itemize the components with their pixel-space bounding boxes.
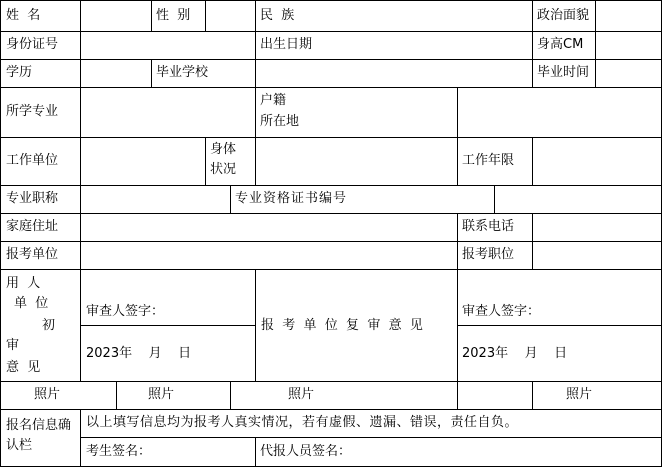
reviewer-signature-left: 审查人签字： — [86, 304, 165, 319]
grid-line — [457, 381, 458, 409]
review-date-right: 2023年 月 日 — [462, 346, 568, 361]
grid-line — [0, 0, 662, 1]
certificate-number-label: 专业资格证书编号 — [235, 191, 348, 206]
candidate-signature-label: 考生签名： — [86, 444, 152, 459]
employer-opinion-label-l4: 审 — [6, 338, 20, 353]
home-address-label: 家庭住址 — [6, 219, 59, 234]
grid-line — [230, 381, 231, 409]
grid-line — [457, 325, 662, 326]
professional-title-label: 专业职称 — [6, 191, 59, 206]
gender-label: 性 别 — [156, 8, 191, 23]
confirm-label-line1: 报名信息确 — [6, 418, 72, 433]
grid-line — [0, 59, 662, 60]
ethnicity-label: 民 族 — [260, 8, 295, 23]
school-label: 毕业学校 — [156, 65, 209, 80]
employer-opinion-label-l1: 用 人 — [6, 276, 41, 291]
work-years-label: 工作年限 — [462, 153, 515, 168]
photo-label-4: 照片 — [566, 387, 593, 402]
grid-line — [0, 185, 662, 186]
grid-line — [80, 437, 662, 438]
height-label: 身高CM — [537, 37, 584, 52]
grid-line — [230, 185, 231, 213]
grid-line — [532, 0, 533, 87]
apply-post-label: 报考职位 — [462, 247, 515, 262]
graduation-time-label: 毕业时间 — [537, 65, 590, 80]
employer-opinion-label-l5: 意 见 — [6, 360, 41, 375]
grid-line — [0, 31, 662, 32]
grid-line — [0, 87, 662, 88]
grid-line — [0, 241, 662, 242]
hukou-label-line2: 所在地 — [260, 114, 300, 129]
health-label-line2: 状况 — [210, 162, 237, 177]
birth-date-label: 出生日期 — [260, 37, 313, 52]
grid-line — [116, 381, 117, 409]
id-number-label: 身份证号 — [6, 37, 59, 52]
political-status-label: 政治面貌 — [537, 8, 590, 23]
grid-line — [0, 137, 662, 138]
grid-line — [0, 213, 662, 214]
confirm-statement: 以上填写信息均为报考人真实情况，若有虚假、遗漏、错误，责任自负。 — [86, 415, 519, 430]
grid-line — [255, 437, 256, 467]
phone-label: 联系电话 — [462, 219, 515, 234]
apply-unit-label: 报考单位 — [6, 247, 59, 262]
reviewer-signature-right: 审查人签字： — [462, 304, 541, 319]
photo-label-1: 照片 — [34, 387, 61, 402]
confirm-label-line2: 认栏 — [6, 438, 33, 453]
health-label-line1: 身体 — [210, 142, 237, 157]
grid-line — [255, 0, 256, 185]
recheck-opinion-label: 报 考 单 位 复 审 意 见 — [261, 318, 423, 333]
employer-opinion-label-l2: 单 位 — [14, 296, 49, 311]
grid-line — [80, 325, 255, 326]
grid-line — [205, 0, 206, 31]
grid-line — [457, 213, 458, 381]
grid-line — [80, 0, 81, 381]
photo-label-3: 照片 — [288, 387, 315, 402]
grid-line — [80, 409, 81, 467]
grid-line — [0, 409, 662, 410]
grid-line — [205, 137, 206, 185]
grid-line — [532, 381, 533, 409]
education-label: 学历 — [6, 65, 33, 80]
name-label: 姓 名 — [6, 8, 41, 23]
grid-line — [0, 269, 662, 270]
grid-line — [0, 466, 662, 467]
photo-label-2: 照片 — [148, 387, 175, 402]
grid-line — [151, 59, 152, 87]
grid-line — [595, 0, 596, 87]
grid-line — [255, 269, 256, 381]
grid-line — [532, 137, 533, 185]
review-date-left: 2023年 月 日 — [86, 346, 192, 361]
hukou-label-line1: 户籍 — [260, 93, 287, 108]
grid-line — [0, 0, 1, 467]
grid-line — [151, 0, 152, 31]
grid-line — [457, 87, 458, 185]
grid-line — [0, 381, 662, 382]
major-label: 所学专业 — [6, 104, 59, 119]
employer-opinion-label-l3: 初 — [42, 318, 56, 333]
proxy-signature-label: 代报人员签名： — [260, 444, 352, 459]
grid-line — [532, 213, 533, 269]
grid-line — [494, 185, 495, 213]
work-unit-label: 工作单位 — [6, 153, 59, 168]
